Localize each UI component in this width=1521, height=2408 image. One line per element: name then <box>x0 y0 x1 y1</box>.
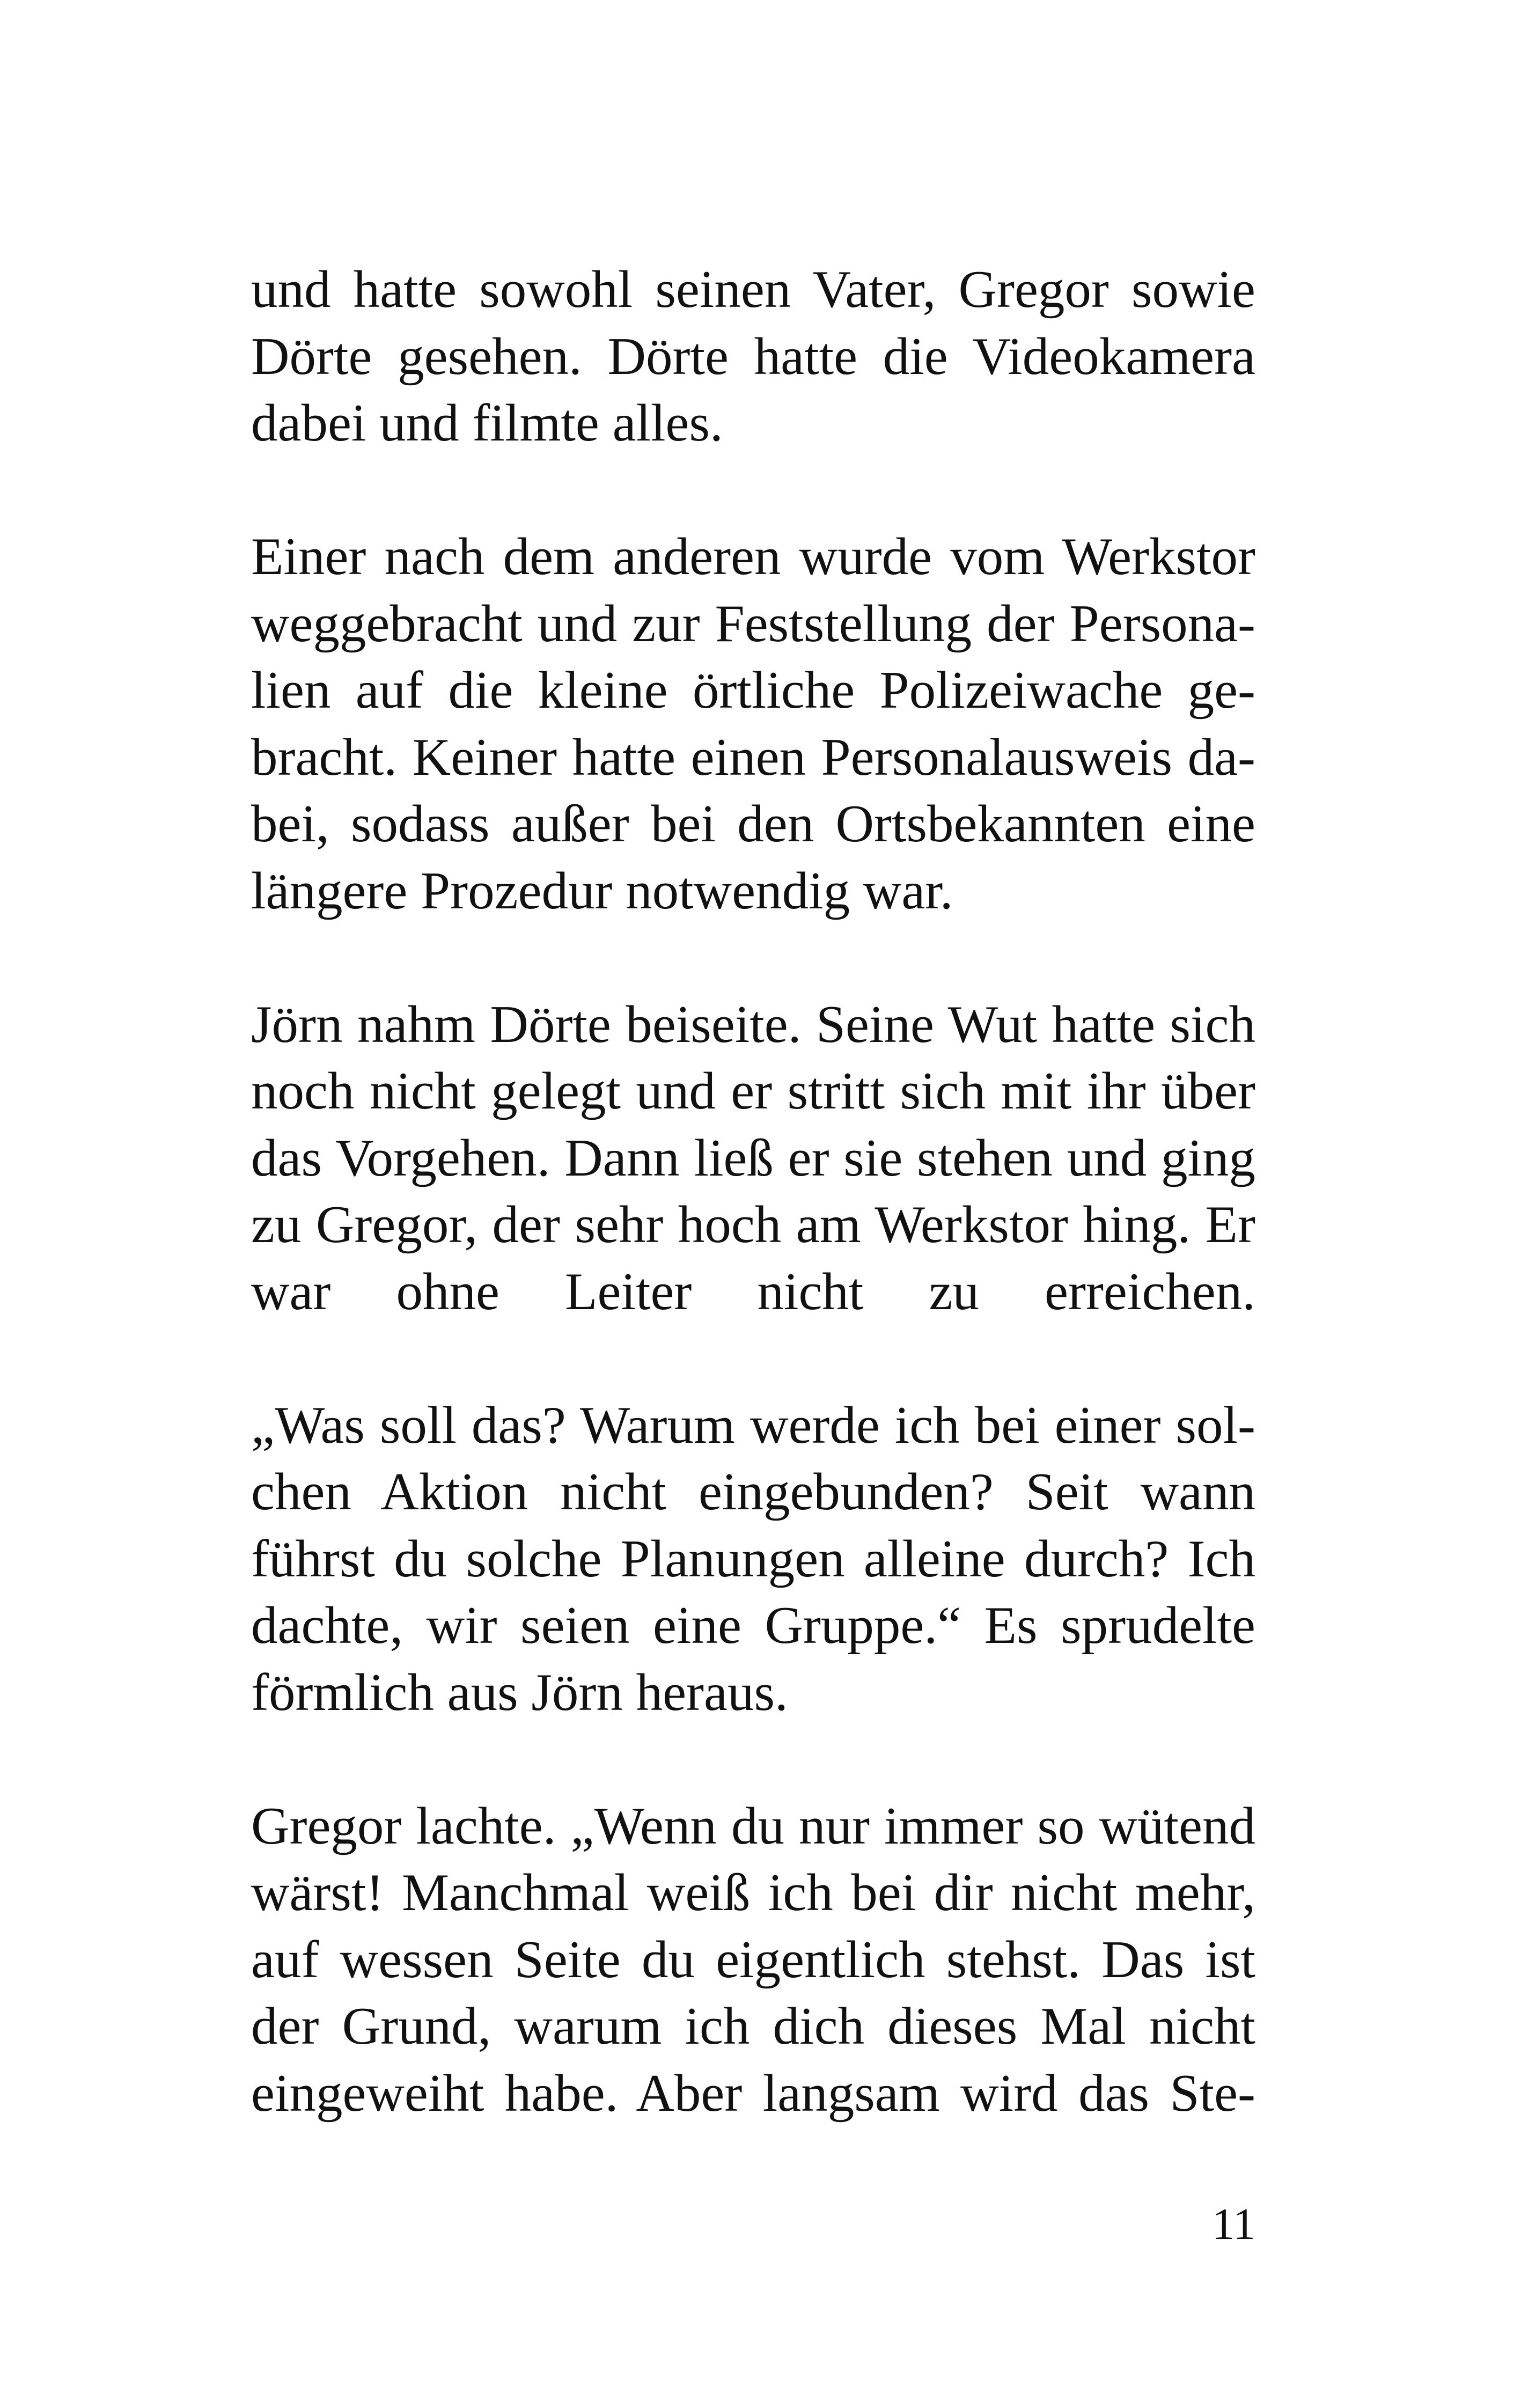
text-line: längere Prozedur notwendig war. <box>251 861 953 920</box>
text-line: weggebracht und zur Feststellung der Persona- <box>251 594 1255 653</box>
text-line: der Grund, warum ich dich dieses Mal nicht <box>251 1997 1255 2055</box>
text-line: bei, sodass außer bei den Ortsbekannten eine <box>251 795 1255 853</box>
paragraph-3 <box>251 992 1255 1326</box>
text-line: lien auf die kleine örtliche Polizeiwache ge- <box>251 661 1255 720</box>
paragraph-4 <box>251 1392 1255 1727</box>
text-line: Jörn nahm Dörte beiseite. Seine Wut hatte sich <box>251 995 1255 1054</box>
text-line: Gregor lachte. „Wenn du nur immer so wütend <box>251 1796 1255 1855</box>
body-text <box>251 256 1255 2194</box>
paragraph-2 <box>251 524 1255 924</box>
text-line: förmlich aus Jörn heraus. <box>251 1663 788 1722</box>
text-line: auf wessen Seite du eigentlich stehst. Das ist <box>251 1930 1255 1989</box>
text-line: eingeweiht habe. Aber langsam wird das Ste- <box>251 2064 1255 2123</box>
text-line: chen Aktion nicht eingebunden? Seit wann <box>251 1463 1255 1521</box>
text-line: zu Gregor, der sehr hoch am Werkstor hing. Er <box>251 1195 1255 1254</box>
text-line: „Was soll das? Warum werde ich bei einer sol- <box>251 1396 1255 1455</box>
text-line: dachte, wir seien eine Gruppe.“ Es sprudelte <box>251 1596 1255 1655</box>
text-line: Einer nach dem anderen wurde vom Werkstor <box>251 527 1255 586</box>
text-line: dabei und filmte alles. <box>251 394 723 452</box>
paragraph-1 <box>251 256 1255 457</box>
text-line: Dörte gesehen. Dörte hatte die Videokamera <box>251 327 1255 386</box>
text-line: und hatte sowohl seinen Vater, Gregor sowie <box>251 260 1255 319</box>
text-line: war ohne Leiter nicht zu erreichen. <box>251 1262 1255 1321</box>
text-line: bracht. Keiner hatte einen Personalausweis da- <box>251 728 1255 787</box>
paragraph-5 <box>251 1793 1255 2127</box>
text-line: noch nicht gelegt und er stritt sich mit ihr über <box>251 1062 1255 1120</box>
page-number: 11 <box>1212 2199 1255 2249</box>
text-line: wärst! Manchmal weiß ich bei dir nicht mehr, <box>251 1863 1255 1922</box>
text-line: das Vorgehen. Dann ließ er sie stehen und ging <box>251 1128 1255 1187</box>
text-line: führst du solche Planungen alleine durch? Ich <box>251 1529 1255 1588</box>
